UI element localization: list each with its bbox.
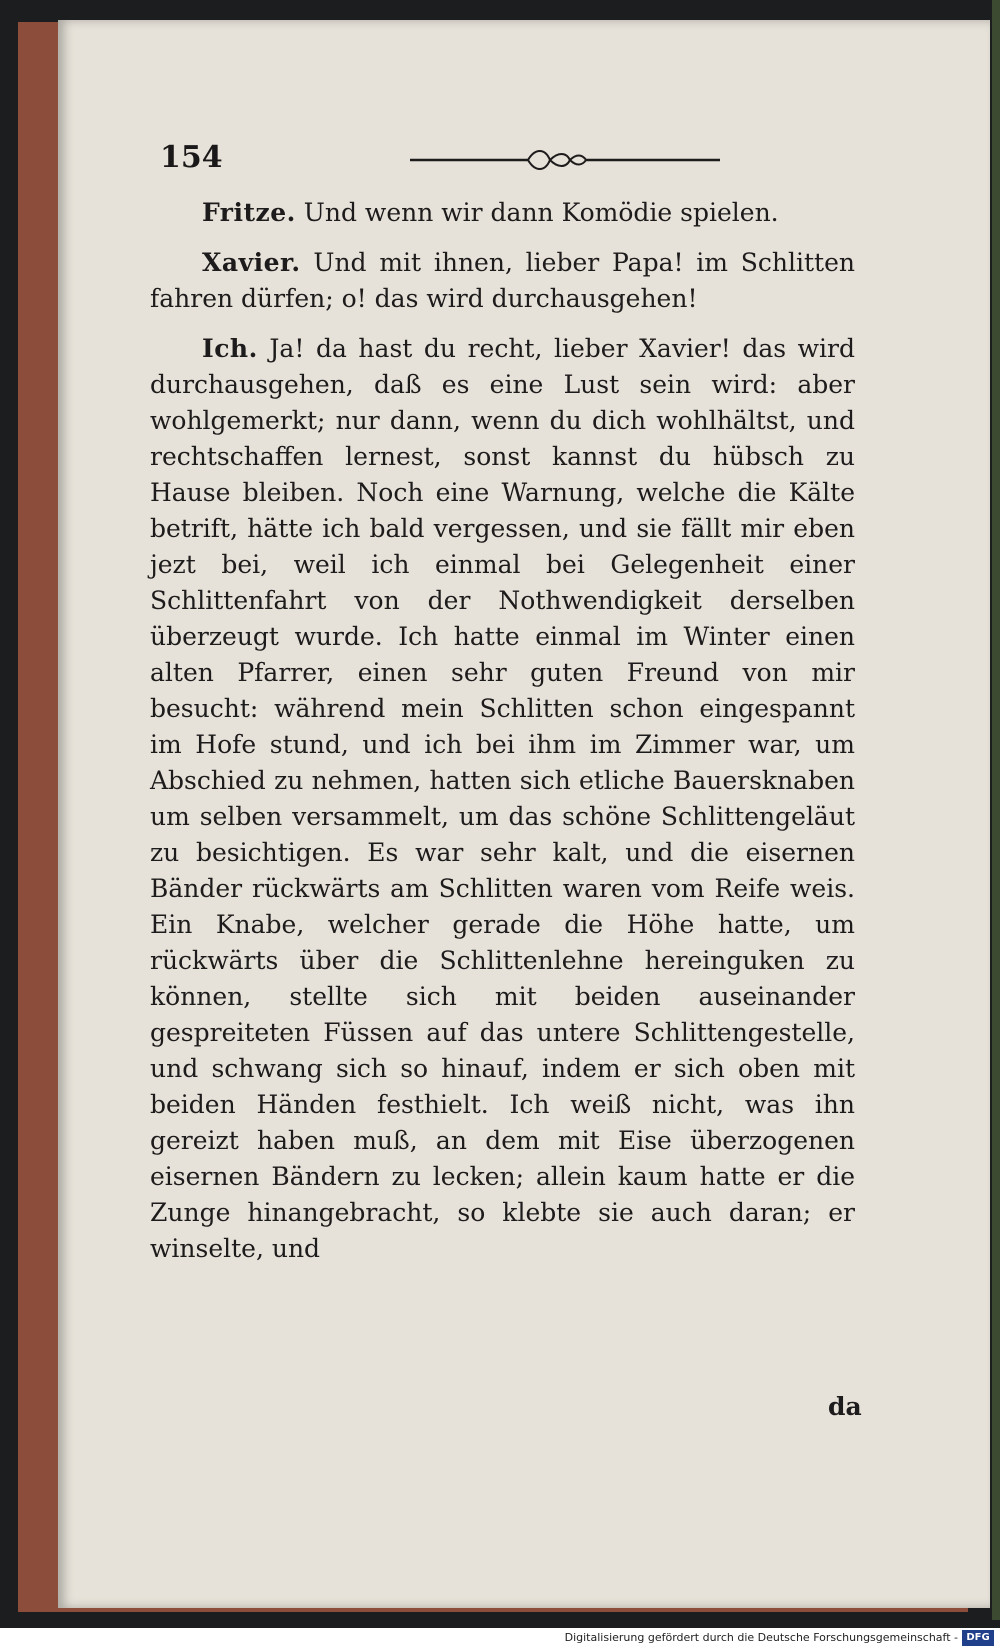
paragraph [150,195,855,231]
page-body [150,195,855,1281]
dfg-logo-icon[interactable]: DFG [962,1630,994,1646]
paragraph-text: Und mit ihnen, lieber Papa! im Schlitten fahren dürfen; o! das wird durchausgehen! [150,248,855,313]
ornament-rule-icon [410,144,720,174]
page-number: 154 [160,140,223,175]
paragraph-text: Und wenn wir dann Komödie spielen. [303,198,779,227]
paragraph [150,331,855,1267]
paragraph [150,245,855,317]
speaker-name: Xavier. [202,248,301,277]
page-header [160,140,880,180]
catchword: da [828,1392,862,1421]
speaker-name: Fritze. [202,198,296,227]
speaker-name: Ich. [202,334,258,363]
footer-credit: Digitalisierung gefördert durch die Deutsche Forschungsgemeinschaft - [564,1631,958,1644]
book-spine-edge [992,0,1000,1620]
paragraph-text: Ja! da hast du recht, lieber Xavier! das wird durchausgehen, daß es eine Lust sein wird: aber wohlgemerkt; nur dann, wenn du dich wohlhältst, und rechtschaffen lernest, sonst kannst du hübsch zu Hause bleiben. Noch eine Warnung, welche die Kälte betrift, hätte ich bald vergessen, und sie fällt mir eben jezt bei, weil ich einmal bei Gelegenheit einer Schlittenfahrt von der Nothwendigkeit derselben überzeugt wurde. Ich hatte einmal im Winter einen alten Pfarrer, einen sehr guten Freund von mir besucht: während mein Schlitten schon eingespannt im Hofe stund, und ich bei ihm im Zimmer war, um Abschied zu nehmen, hatten sich etliche Bauersknaben um selben versammelt, um das schöne Schlittengeläut zu besichtigen. Es war sehr kalt, und die eisernen Bänder rückwärts am Schlitten waren vom Reife weis. Ein Knabe, welcher gerade die Höhe hatte, um rückwärts über die Schlittenlehne hereinguken zu können, stellte sich mit beiden auseinander gespreiteten Füssen auf das untere Schlittengestelle, und schwang sich so hinauf, indem er sich oben mit beiden Händen festhielt. Ich weiß nicht, was ihn gereizt haben muß, an dem mit Eise überzogenen eisernen Bändern zu lecken; allein kaum hatte er die Zunge hinangebracht, so klebte sie auch daran; er winselte, und [150,334,855,1263]
